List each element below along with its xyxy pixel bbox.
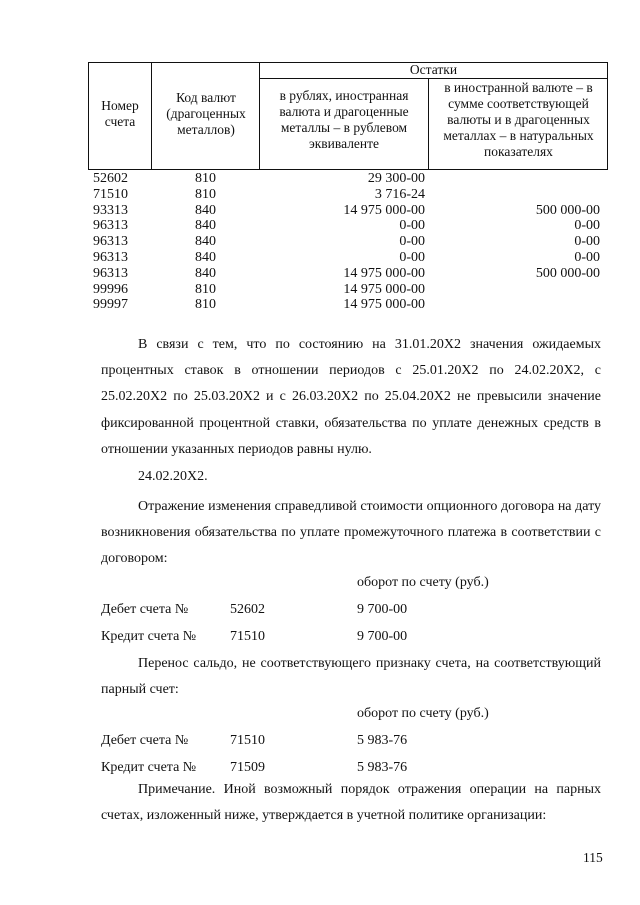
page-number: 115 [583,850,603,865]
header-balances-underline [259,78,608,79]
header-balances: Остатки [409,62,458,77]
row-account: 99996 [93,281,128,297]
entry1-credit-account: 71510 [230,629,265,644]
entry2-credit-amount: 5 983-76 [357,760,408,775]
row-code: 810 [195,297,216,313]
row-account: 52602 [93,171,128,186]
row-code: 810 [195,281,216,297]
row-account: 99997 [93,297,128,313]
header-border-bottom [88,169,608,170]
header-border-left [88,62,89,170]
row-foreign: 0-00 [574,234,600,250]
row-code: 840 [195,234,216,250]
table-row [88,171,608,187]
entry1-turnover-label: оборот по счету (руб.) [357,575,489,590]
row-rub: 0-00 [399,218,425,234]
row-account: 96313 [93,218,128,234]
row-rub: 14 975 000-00 [343,281,425,297]
row-account: 71510 [93,186,128,202]
table-header [88,62,608,170]
paragraph-interest-rates: В связи с тем, что по состоянию на 31.01.20Х2 значения ожидаемых процентных ставок в отношении периодов с 25.01.20Х2 по 24.02.20Х2, с 25.02.20Х2 по 25.03.20Х2 и с 26.03.20Х2 по 25.04.20Х2 не превысили значение фиксированной процентной ставки, обязательства по уплате денежных средств в отношении указанных периодов равны нулю. [101,337,601,457]
entry-date: 24.02.20Х2. [138,469,208,484]
row-account: 96313 [93,234,128,250]
entry2-debit-account: 71510 [230,733,265,748]
header-divider-3 [428,78,429,170]
header-rub-equivalent: в рублях, иностранная валюта и драгоценные металлы – в рублевом эквиваленте [279,88,409,151]
header-currency-code: Код валют (драгоценных металлов) [166,90,246,137]
entry1-credit-amount: 9 700-00 [357,629,408,644]
table-body [88,171,608,313]
row-code: 810 [195,171,216,186]
row-account: 96313 [93,265,128,281]
row-foreign: 0-00 [574,218,600,234]
row-rub: 3 716-24 [374,186,425,202]
row-rub: 14 975 000-00 [343,265,425,281]
entry1-credit-label: Кредит счета № [101,629,197,644]
row-foreign: 500 000-00 [535,265,600,281]
row-code: 840 [195,265,216,281]
entry1-debit-label: Дебет счета № [101,602,189,617]
row-code: 840 [195,249,216,265]
row-rub: 29 300-00 [367,171,425,186]
paragraph-balance-transfer: Перенос сальдо, не соответствующего признаку счета, на соответствующий парный счет: [101,656,601,698]
table-row [88,266,608,282]
entry2-credit-label: Кредит счета № [101,760,197,775]
header-foreign-natural: в иностранной валюте – в сумме соответствующей валюты и в драгоценных металлах – в натуральных показателях [443,80,594,159]
row-code: 840 [195,218,216,234]
row-foreign: 500 000-00 [535,202,600,218]
header-account-number: Номер счета [101,98,139,129]
table-row [88,250,608,266]
row-rub: 0-00 [399,234,425,250]
row-rub: 14 975 000-00 [343,202,425,218]
entry1-debit-account: 52602 [230,602,265,617]
row-foreign: 0-00 [574,249,600,265]
header-divider-1 [151,62,152,170]
row-account: 96313 [93,249,128,265]
row-account: 93313 [93,202,128,218]
table-row [88,297,608,313]
entry2-credit-account: 71509 [230,760,265,775]
row-code: 810 [195,186,216,202]
entry1-debit-amount: 9 700-00 [357,602,408,617]
note-paragraph: Примечание. Иной возможный порядок отражения операции на парных счетах, изложенный ниже, утверждается в учетной политике организации: [101,782,601,824]
row-rub: 0-00 [399,249,425,265]
row-code: 840 [195,202,216,218]
entry2-debit-amount: 5 983-76 [357,733,408,748]
paragraph-fair-value: Отражение изменения справедливой стоимости опционного договора на дату возникновения обязательства по уплате промежуточного платежа в соответствии с договором: [101,499,601,567]
row-rub: 14 975 000-00 [343,297,425,313]
entry2-turnover-label: оборот по счету (руб.) [357,706,489,721]
entry2-debit-label: Дебет счета № [101,733,189,748]
table-row [88,203,608,219]
table-row [88,234,608,250]
table-row [88,218,608,234]
table-row [88,187,608,203]
table-row [88,282,608,298]
